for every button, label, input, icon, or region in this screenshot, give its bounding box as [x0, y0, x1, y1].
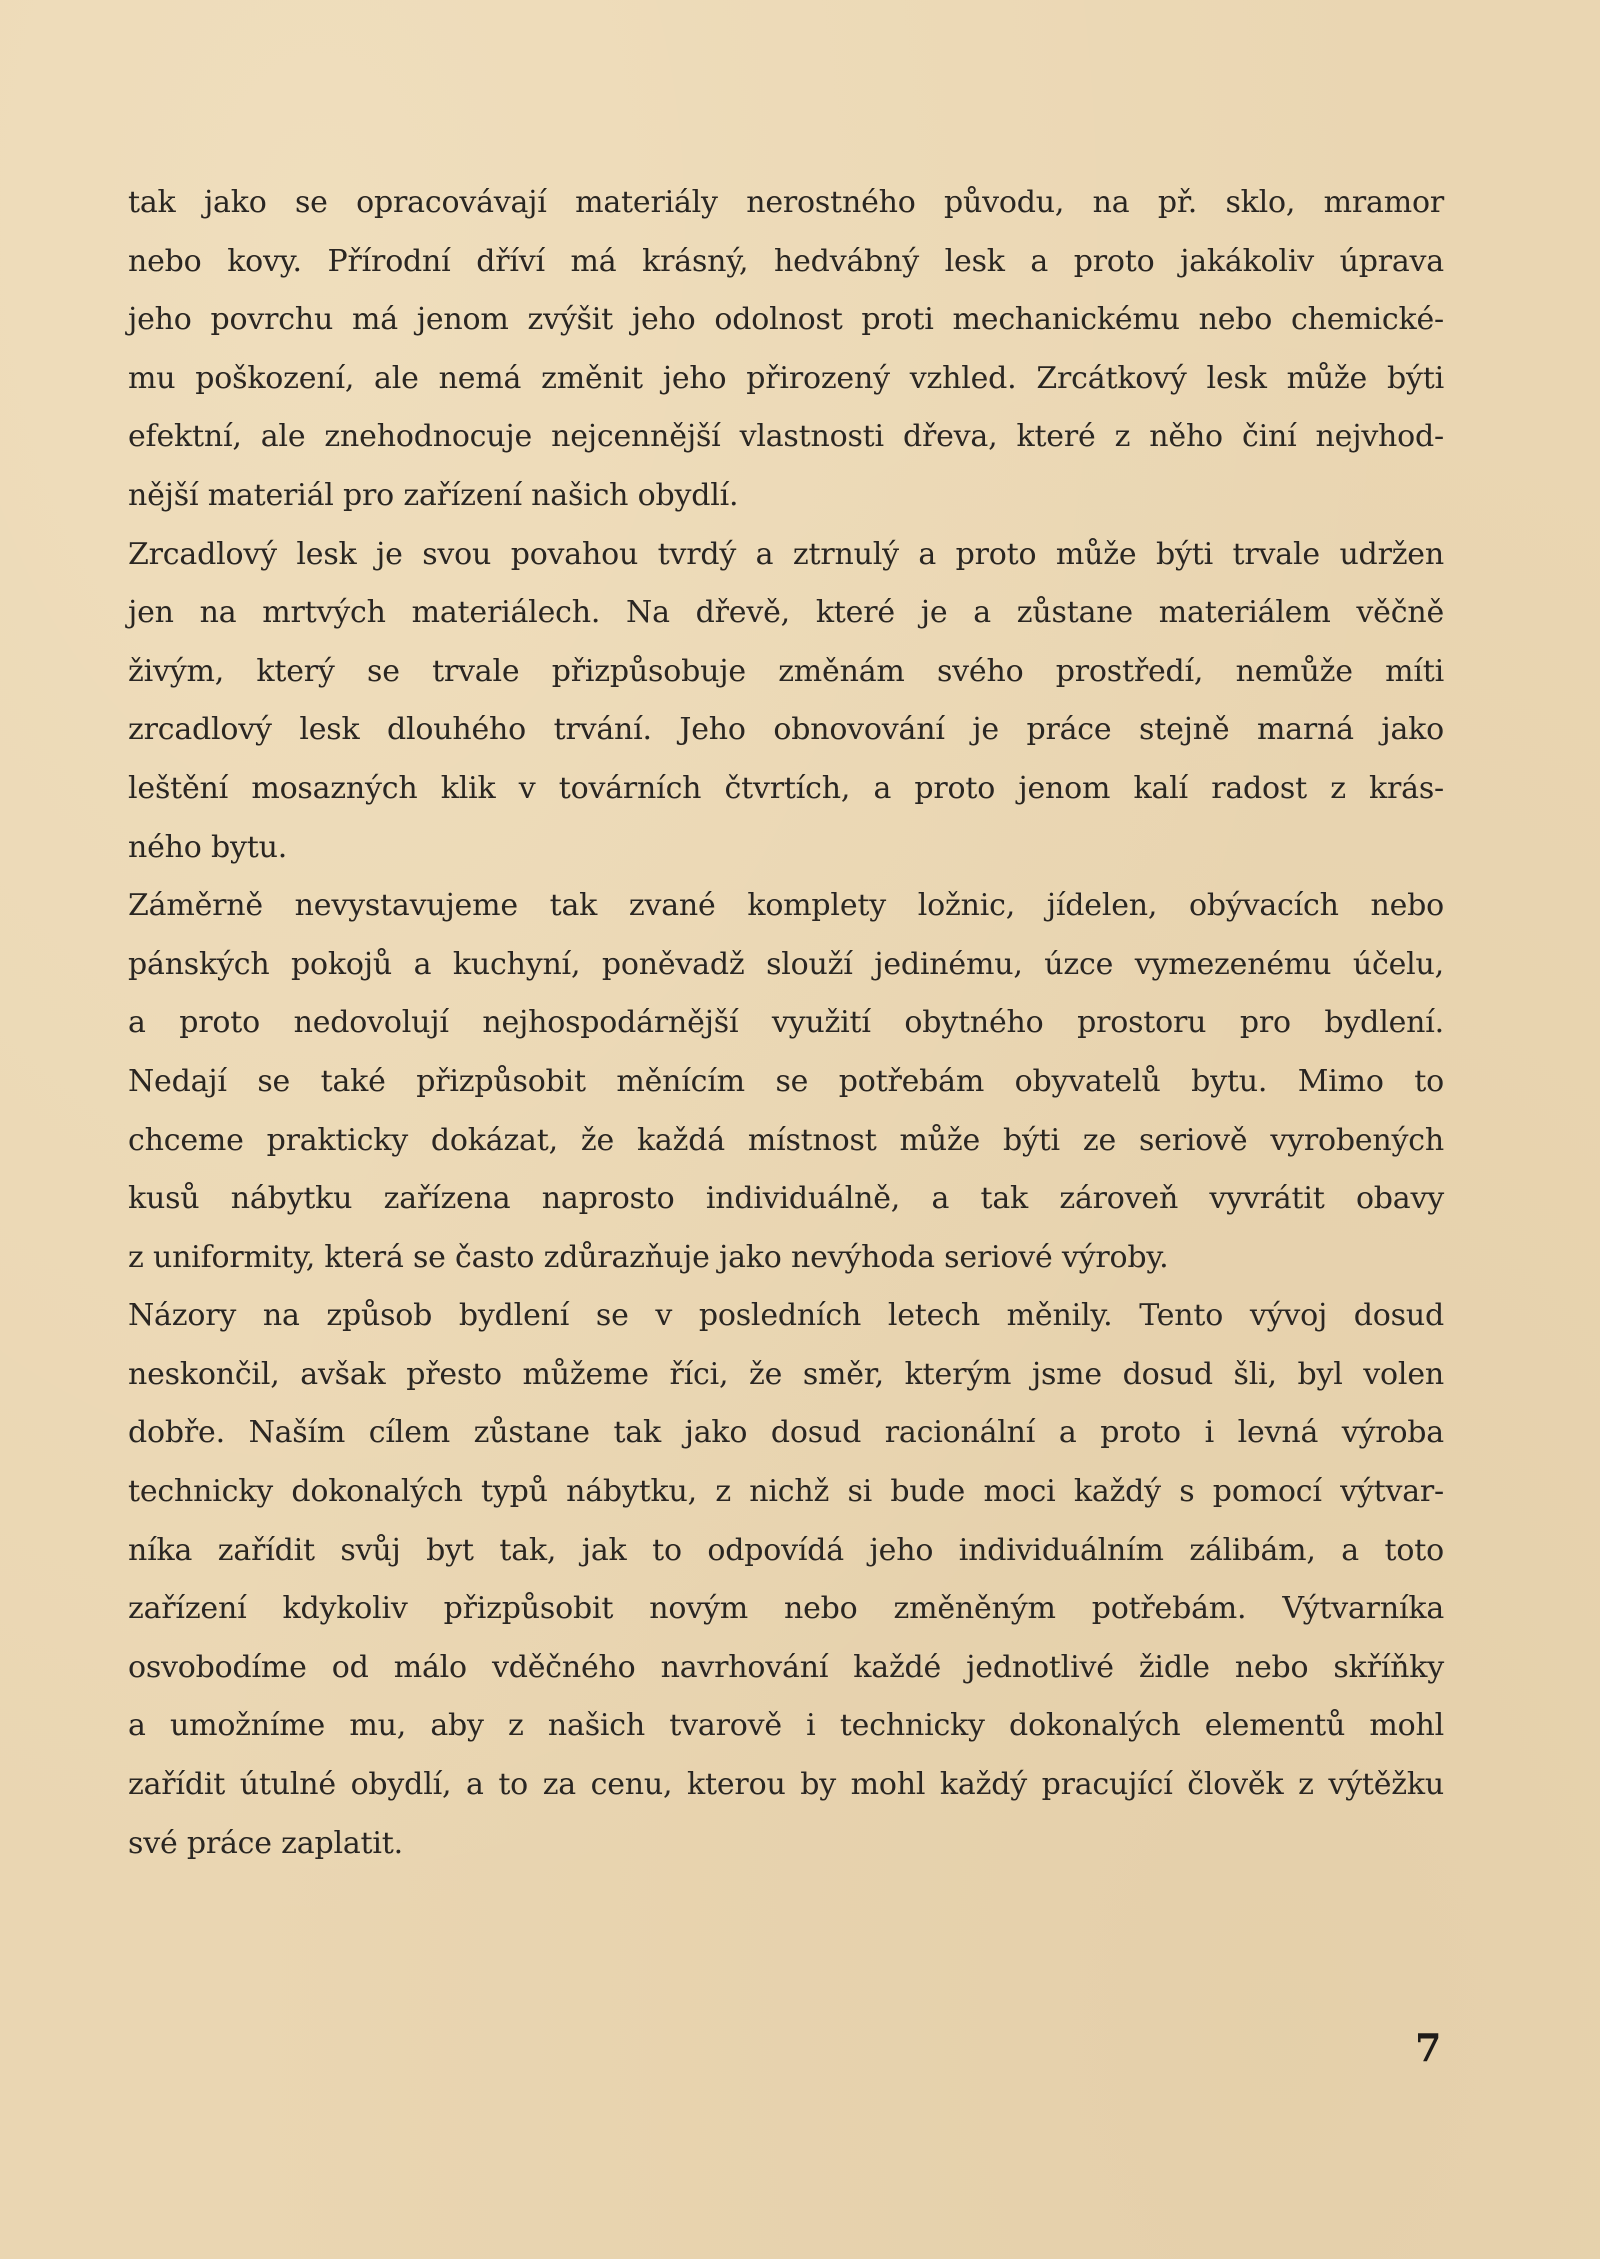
body-text: [128, 180, 1444, 1879]
text-line: Záměrně nevystavujeme tak zvané komplety ložnic, jídelen, obývacích nebo: [128, 888, 1444, 924]
paragraph: [128, 1293, 1444, 1879]
text-line: kusů nábytku zařízena naprosto individuálně, a tak zároveň vyvrátit obavy: [128, 1181, 1444, 1217]
text-line: dobře. Naším cílem zůstane tak jako dosud racionální a proto i levná výroba: [128, 1415, 1444, 1451]
text-line: a proto nedovolují nejhospodárnější využití obytného prostoru pro bydlení.: [128, 1005, 1444, 1041]
text-line: osvobodíme od málo vděčného navrhování každé jednotlivé židle nebo skříňky: [128, 1649, 1444, 1685]
text-line: nější materiál pro zařízení našich obydlí.: [128, 477, 739, 513]
text-line: chceme prakticky dokázat, že každá místnost může býti ze seriově vyrobených: [128, 1122, 1444, 1158]
text-line: jen na mrtvých materiálech. Na dřevě, které je a zůstane materiálem věčně: [128, 595, 1444, 631]
text-line: neskončil, avšak přesto můžeme říci, že směr, kterým jsme dosud šli, byl volen: [128, 1356, 1444, 1392]
text-line: Názory na způsob bydlení se v posledních letech měnily. Tento vývoj dosud: [128, 1298, 1444, 1334]
text-line: efektní, ale znehodnocuje nejcennější vlastnosti dřeva, které z něho činí nejvhod-: [128, 419, 1444, 455]
text-line: zařízení kdykoliv přizpůsobit novým nebo změněným potřebám. Výtvarníka: [128, 1591, 1444, 1627]
text-line: pánských pokojů a kuchyní, poněvadž slouží jedinému, úzce vymezenému účelu,: [128, 946, 1444, 982]
text-line: technicky dokonalých typů nábytku, z nichž si bude moci každý s pomocí výtvar-: [128, 1474, 1444, 1510]
paragraph: [128, 180, 1444, 532]
text-line: jeho povrchu má jenom zvýšit jeho odolnost proti mechanickému nebo chemické-: [128, 302, 1444, 338]
text-line: Zrcadlový lesk je svou povahou tvrdý a ztrnulý a proto může býti trvale udržen: [128, 536, 1444, 572]
text-line: tak jako se opracovávají materiály nerostného původu, na př. sklo, mramor: [128, 185, 1444, 220]
text-line: níka zařídit svůj byt tak, jak to odpovídá jeho individuálním zálibám, a toto: [128, 1532, 1444, 1568]
paragraph: [128, 883, 1444, 1293]
text-line: živým, který se trvale přizpůsobuje změnám svého prostředí, nemůže míti: [128, 653, 1444, 689]
paragraph: [128, 532, 1444, 884]
text-line: své práce zaplatit.: [128, 1825, 403, 1861]
text-line: leštění mosazných klik v továrních čtvrtích, a proto jenom kalí radost z krás-: [128, 770, 1444, 806]
text-line: a umožníme mu, aby z našich tvarově i technicky dokonalých elementů mohl: [128, 1708, 1444, 1744]
text-line: zrcadlový lesk dlouhého trvání. Jeho obnovování je práce stejně marná jako: [128, 712, 1444, 748]
text-line: Nedají se také přizpůsobit měnícím se potřebám obyvatelů bytu. Mimo to: [128, 1063, 1444, 1099]
text-line: mu poškození, ale nemá změnit jeho přirozený vzhled. Zrcátkový lesk může býti: [128, 360, 1444, 396]
text-line: zařídit útulné obydlí, a to za cenu, kterou by mohl každý pracující člověk z výtěžku: [128, 1767, 1444, 1803]
text-line: ného bytu.: [128, 829, 288, 865]
page-number: 7: [1415, 2025, 1442, 2070]
text-line: z uniformity, která se často zdůrazňuje jako nevýhoda seriové výroby.: [128, 1239, 1169, 1275]
text-line: nebo kovy. Přírodní dříví má krásný, hedvábný lesk a proto jakákoliv úprava: [128, 243, 1444, 279]
